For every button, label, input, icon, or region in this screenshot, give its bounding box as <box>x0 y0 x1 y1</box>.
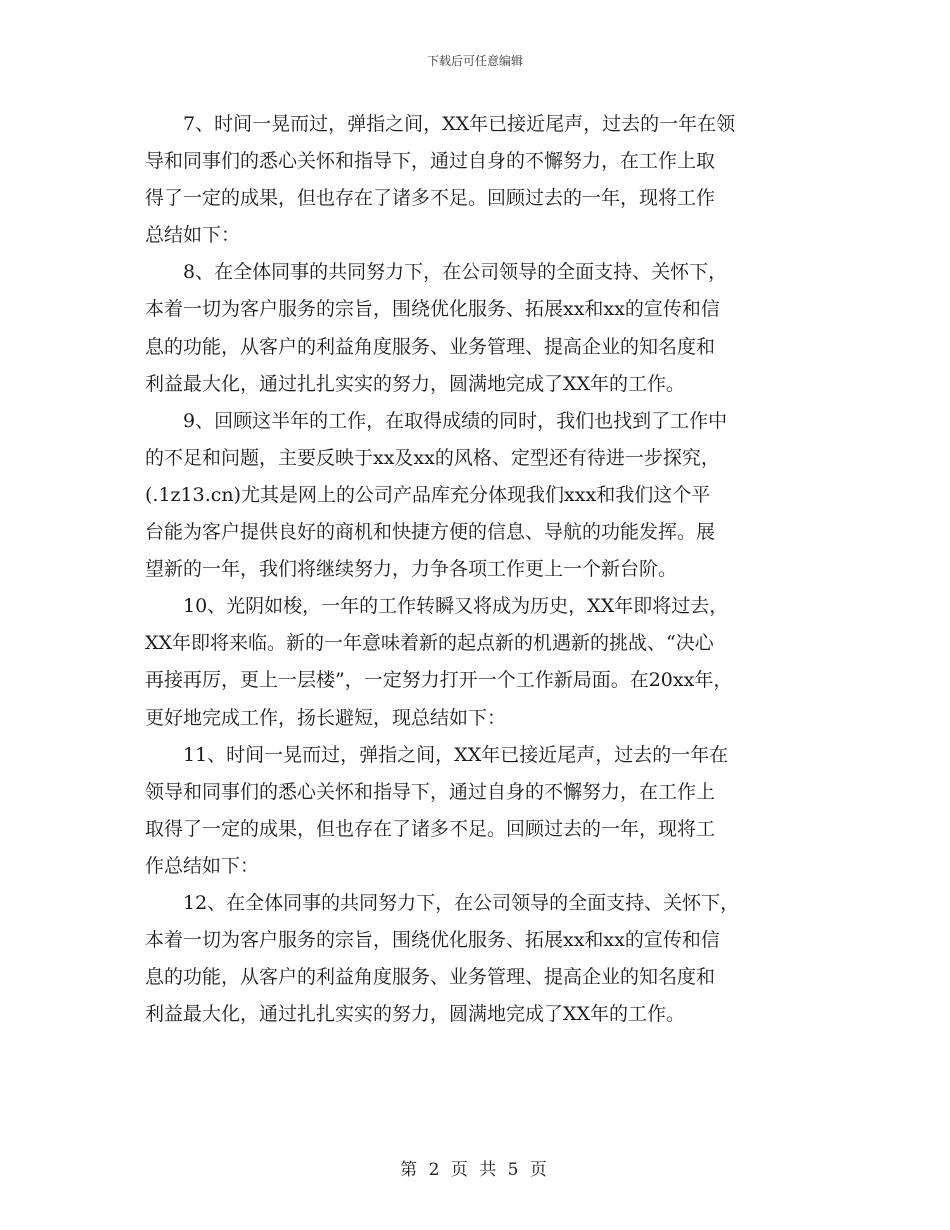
paragraph-7 <box>145 106 813 254</box>
paragraph-11 <box>145 737 813 885</box>
text-line: 利益最大化，通过扎扎实实的努力，圆满地完成了XX年的工作。 <box>145 1003 686 1026</box>
paragraph-12 <box>145 885 813 1033</box>
text-line: 台能为客户提供良好的商机和快捷方便的信息、导航的功能发挥。展 <box>145 521 716 544</box>
text-line: 领导和同事们的悉心关怀和指导下，通过自身的不懈努力，在工作上 <box>145 780 716 803</box>
paragraph-9 <box>145 403 813 588</box>
text-line: 望新的一年，我们将继续努力，力争各项工作更上一个新台阶。 <box>145 558 678 581</box>
page-number-footer: 第 2 页 共 5 页 <box>400 1160 550 1180</box>
text-line: 息的功能，从客户的利益角度服务、业务管理、提高企业的知名度和 <box>145 966 716 989</box>
text-line: 取得了一定的成果，但也存在了诸多不足。回顾过去的一年，现将工 <box>145 817 716 840</box>
text-line: 10、光阴如梭，一年的工作转瞬又将成为历史，XX年即将过去， <box>145 595 729 618</box>
text-line: (.1z13.cn)尤其是网上的公司产品库充分体现我们xxx和我们这个平 <box>145 483 711 506</box>
text-line: 11、时间一晃而过，弹指之间，XX年已接近尾声，过去的一年在 <box>145 743 729 766</box>
text-line: 本着一切为客户服务的宗旨，围绕优化服务、拓展xx和xx的宣传和信 <box>145 298 720 321</box>
text-line: 7、时间一晃而过，弹指之间，XX年已接近尾声，过去的一年在领 <box>145 113 736 135</box>
text-line: 的不足和问题，主要反映于xx及xx的风格、定型还有待进一步探究， <box>145 446 720 469</box>
page-header: 下载后可任意编辑 <box>426 54 523 68</box>
text-line: 得了一定的成果，但也存在了诸多不足。回顾过去的一年，现将工作 <box>145 187 716 210</box>
text-line: 8、在全体同事的共同努力下，在公司领导的全面支持、关怀下， <box>145 261 728 284</box>
text-line: 12、在全体同事的共同努力下，在公司领导的全面支持、关怀下， <box>145 891 740 914</box>
paragraph-8 <box>145 254 813 402</box>
text-line: 总结如下： <box>145 224 241 247</box>
text-line: 作总结如下： <box>145 854 260 877</box>
text-line: 9、回顾这半年的工作，在取得成绩的同时，我们也找到了工作中 <box>145 409 728 432</box>
text-line: 导和同事们的悉心关怀和指导下，通过自身的不懈努力，在工作上取 <box>145 150 716 173</box>
text-line: 息的功能，从客户的利益角度服务、业务管理、提高企业的知名度和 <box>145 335 716 358</box>
text-line: 本着一切为客户服务的宗旨，围绕优化服务、拓展xx和xx的宣传和信 <box>145 929 720 952</box>
document-body <box>145 106 813 1033</box>
text-line: 利益最大化，通过扎扎实实的努力，圆满地完成了XX年的工作。 <box>145 372 686 395</box>
text-line: 再接再厉，更上一层楼”，一定努力打开一个工作新局面。在20xx年， <box>145 669 733 692</box>
text-line: XX年即将来临。新的一年意味着新的起点新的机遇新的挑战、“决心 <box>145 632 714 655</box>
text-line: 更好地完成工作，扬长避短，现总结如下： <box>145 706 507 729</box>
paragraph-10 <box>145 588 813 736</box>
